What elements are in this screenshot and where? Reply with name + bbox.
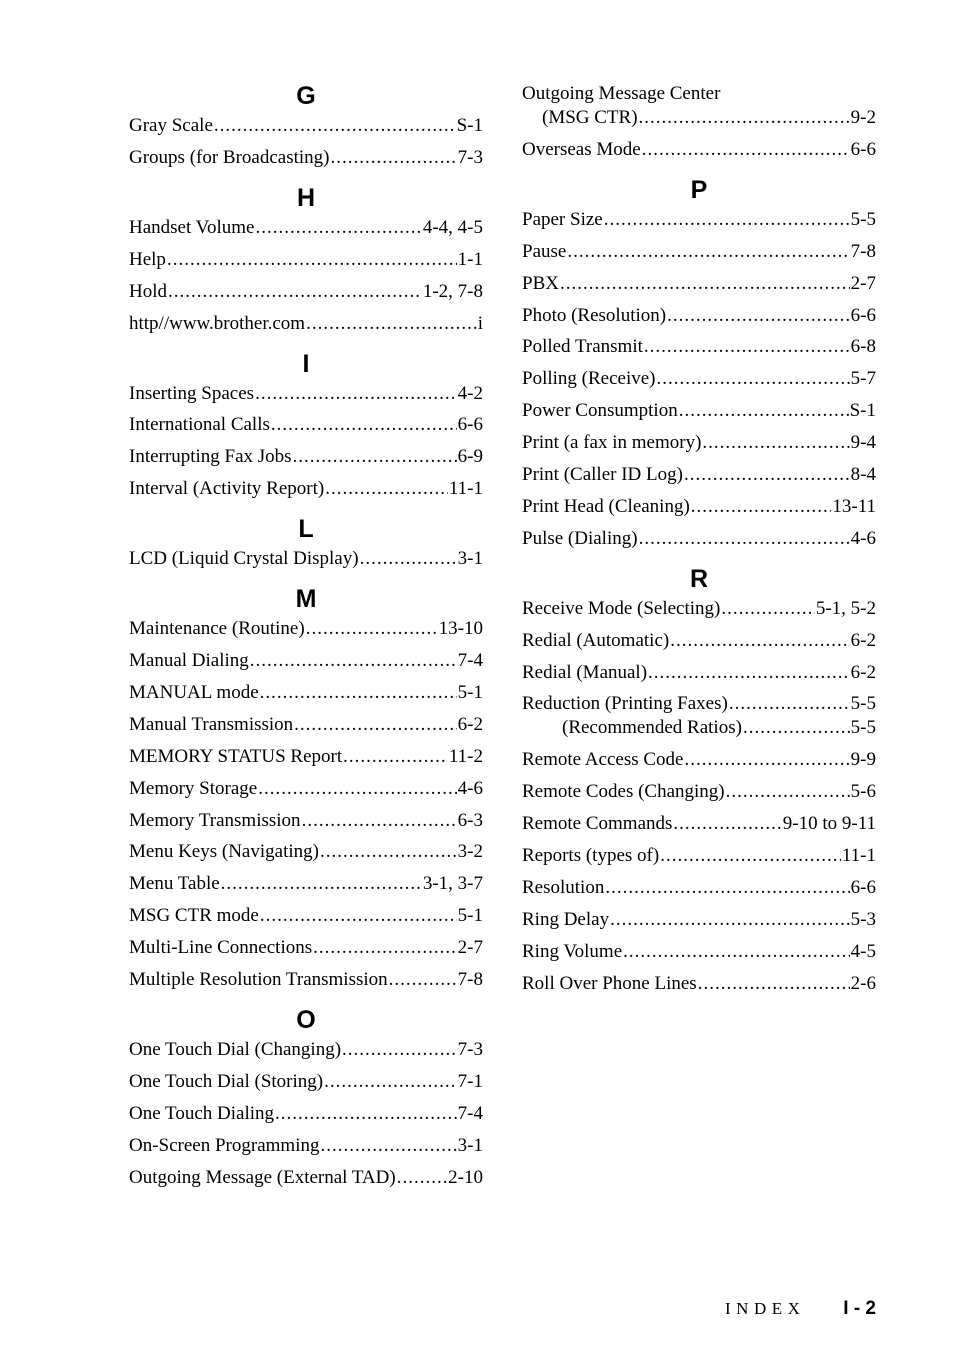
page-reference: 5-1: [457, 682, 483, 704]
index-term: MANUAL mode: [129, 682, 259, 704]
index-entry-line: [129, 1134, 483, 1158]
page-footer: [725, 1298, 876, 1322]
index-term: Remote Commands: [522, 813, 673, 835]
index-term: Reports (types of): [522, 845, 660, 867]
page-reference: 5-5: [850, 717, 876, 739]
index-term: Ring Volume: [522, 940, 623, 962]
index-section: [129, 511, 483, 571]
index-entry: [522, 495, 876, 519]
index-entry: [129, 872, 483, 896]
index-entry-line: [129, 1070, 483, 1094]
index-entry-line: [522, 106, 876, 130]
dot-leader: [639, 106, 850, 130]
index-entry-line: [522, 240, 876, 264]
page-reference: 5-7: [850, 368, 876, 390]
index-term: Gray Scale: [129, 115, 213, 136]
index-section: [522, 561, 876, 996]
page-reference: 3-1: [457, 548, 483, 570]
index-entry: [522, 597, 876, 621]
dot-leader: [258, 777, 456, 801]
index-entry: [129, 809, 483, 833]
index-section: [129, 180, 483, 336]
dot-leader: [691, 495, 832, 519]
dot-leader: [698, 972, 850, 996]
index-entry-line: [522, 304, 876, 328]
dot-leader: [389, 968, 457, 992]
index-entry-line: [129, 312, 483, 336]
index-term: Help: [129, 248, 166, 270]
index-entry: [129, 1134, 483, 1158]
index-entry: [522, 780, 876, 804]
index-section: [129, 346, 483, 502]
index-term: One Touch Dial (Storing): [129, 1070, 324, 1092]
dot-leader: [331, 146, 457, 170]
index-entry: [522, 82, 876, 130]
page-reference: 2-7: [457, 937, 483, 959]
index-term: MEMORY STATUS Report: [129, 745, 343, 767]
index-term: Menu Table: [129, 873, 220, 895]
page-reference: 3-2: [457, 841, 483, 863]
index-entry-line: [129, 649, 483, 673]
dot-leader: [567, 240, 849, 264]
dot-leader: [250, 649, 457, 673]
page-reference: 7-4: [457, 650, 483, 672]
page-reference: 6-9: [457, 446, 483, 468]
dot-leader: [306, 617, 438, 641]
index-entry: [522, 335, 876, 359]
footer-section-label: INDEX: [725, 1299, 806, 1318]
section-letter-heading: I: [302, 349, 310, 378]
index-entry-line: [522, 335, 876, 359]
index-entry-line: [129, 1166, 483, 1190]
index-entry-line: [522, 629, 876, 653]
index-entry-line: [522, 748, 876, 772]
index-entry-line: [129, 936, 483, 960]
page-reference: S-1: [456, 115, 483, 136]
page-reference: 5-5: [850, 208, 876, 230]
dot-leader: [320, 840, 457, 864]
index-term: Outgoing Message Center: [522, 83, 721, 104]
dot-leader: [294, 713, 457, 737]
index-entry: [522, 972, 876, 996]
index-term: Inserting Spaces: [129, 382, 255, 404]
index-entry-line: [522, 597, 876, 621]
index-entry-line: [522, 940, 876, 964]
index-section-continued: [522, 82, 876, 162]
dot-leader: [623, 940, 850, 964]
dot-leader: [673, 812, 781, 836]
index-term: International Calls: [129, 414, 270, 436]
index-entry-line: [522, 208, 876, 232]
index-entry: [522, 844, 876, 868]
index-term: Reduction (Printing Faxes): [522, 693, 728, 715]
page-reference: 6-6: [850, 876, 876, 898]
page-reference: 6-6: [850, 304, 876, 326]
page-reference: 5-5: [850, 693, 876, 715]
index-entry: [129, 413, 483, 437]
index-entry-line: [129, 840, 483, 864]
index-entry-line: [129, 547, 483, 571]
index-term: Interval (Activity Report): [129, 478, 325, 500]
index-term: Redial (Manual): [522, 661, 648, 683]
index-entry: [129, 445, 483, 469]
index-entry: [129, 968, 483, 992]
index-term: Pulse (Dialing): [522, 527, 638, 549]
index-term: On-Screen Programming: [129, 1134, 320, 1156]
index-term: Manual Dialing: [129, 650, 249, 672]
dot-leader: [729, 692, 850, 716]
section-letter-heading: G: [296, 82, 316, 110]
index-term: Polled Transmit: [522, 336, 643, 358]
page-reference: 3-1: [457, 1134, 483, 1156]
index-entry-line: [522, 780, 876, 804]
dot-leader: [360, 547, 457, 571]
page-reference: 6-8: [850, 336, 876, 358]
index-entry-line: [522, 812, 876, 836]
dot-leader: [342, 1038, 457, 1062]
index-entry: [129, 936, 483, 960]
index-term: Manual Transmission: [129, 713, 294, 735]
dot-leader: [684, 463, 850, 487]
index-entry: [522, 908, 876, 932]
index-term: Multi-Line Connections: [129, 937, 313, 959]
index-entry-line: [522, 844, 876, 868]
dot-leader: [221, 872, 422, 896]
index-entry: [522, 304, 876, 328]
page-reference: 1-2, 7-8: [422, 280, 483, 302]
dot-leader: [560, 272, 850, 296]
index-entry-line: [522, 908, 876, 932]
dot-leader: [721, 597, 814, 621]
index-entry-line: [129, 809, 483, 833]
dot-leader: [610, 908, 850, 932]
index-entry: [522, 812, 876, 836]
index-entry: [522, 431, 876, 455]
page-reference: 6-6: [850, 138, 876, 160]
page-reference: 8-4: [850, 464, 876, 486]
index-entry-line: [522, 692, 876, 716]
section-letter-heading: R: [689, 564, 709, 593]
index-entry: [129, 114, 483, 138]
index-term: Photo (Resolution): [522, 304, 667, 326]
index-entry-line: [129, 968, 483, 992]
index-term: Overseas Mode: [522, 138, 641, 160]
index-entry-line: [522, 138, 876, 162]
index-term: Print Head (Cleaning): [522, 495, 690, 517]
index-entry: [522, 208, 876, 232]
index-entry: [522, 272, 876, 296]
index-entry: [522, 463, 876, 487]
page-reference: 2-6: [850, 972, 876, 994]
section-letter-heading: P: [690, 175, 708, 204]
dot-leader: [648, 661, 850, 685]
dot-leader: [275, 1102, 457, 1126]
dot-leader: [604, 208, 850, 232]
index-entry: [129, 312, 483, 336]
page-reference: S-1: [849, 400, 876, 422]
index-entry: [129, 248, 483, 272]
index-entry-line: [522, 972, 876, 996]
section-letter-heading: H: [296, 183, 316, 212]
footer-page-number: I - 2: [843, 1298, 876, 1319]
index-term: Resolution: [522, 876, 605, 898]
index-entry: [129, 904, 483, 928]
dot-leader: [644, 335, 850, 359]
dot-leader: [324, 1070, 457, 1094]
dot-leader: [743, 716, 850, 740]
dot-leader: [667, 304, 850, 328]
page-reference: 11-1: [448, 478, 483, 500]
index-entry: [522, 661, 876, 685]
index-term: Polling (Receive): [522, 368, 656, 390]
index-entry: [522, 367, 876, 391]
index-entry-line: [129, 248, 483, 272]
index-entry: [522, 399, 876, 423]
dot-leader: [642, 138, 850, 162]
index-entry: [129, 1102, 483, 1126]
index-entry: [522, 876, 876, 900]
index-entry: [522, 138, 876, 162]
index-entry-line: [522, 876, 876, 900]
index-entry: [129, 649, 483, 673]
page-reference: 5-6: [850, 781, 876, 803]
dot-leader: [293, 445, 457, 469]
section-letter-heading: O: [296, 1006, 316, 1035]
index-term: Ring Delay: [522, 908, 610, 930]
page-reference: 6-2: [850, 629, 876, 651]
dot-leader: [397, 1166, 447, 1190]
index-entry-line: [129, 445, 483, 469]
page-reference: 4-6: [850, 527, 876, 549]
index-entry: [129, 382, 483, 406]
index-entry: [129, 146, 483, 170]
index-term: Handset Volume: [129, 216, 255, 238]
index-term: Receive Mode (Selecting): [522, 597, 721, 619]
dot-leader: [679, 399, 849, 423]
page-reference: 5-1: [457, 905, 483, 927]
index-entry-line: [129, 777, 483, 801]
page-reference: 7-3: [457, 146, 483, 168]
index-entry: [129, 1070, 483, 1094]
index-term: Maintenance (Routine): [129, 618, 305, 640]
dot-leader: [660, 844, 841, 868]
index-entry: [129, 840, 483, 864]
index-entry-line: [129, 1038, 483, 1062]
page-reference: 7-4: [457, 1102, 483, 1124]
index-entry: [129, 777, 483, 801]
index-term: Remote Codes (Changing): [522, 781, 725, 803]
index-column-right: [522, 82, 876, 1003]
index-term: Hold: [129, 280, 167, 302]
dot-leader: [302, 809, 457, 833]
index-term: Memory Storage: [129, 777, 258, 799]
page-reference: 9-4: [850, 432, 876, 454]
page-reference: 6-6: [457, 414, 483, 436]
index-entry-line: [129, 114, 483, 138]
page-reference: 11-2: [448, 745, 483, 767]
index-entry-line: [522, 463, 876, 487]
index-term: Paper Size: [522, 208, 603, 230]
index-term: One Touch Dial (Changing): [129, 1039, 342, 1061]
dot-leader: [657, 367, 850, 391]
index-term: Power Consumption: [522, 400, 678, 422]
dot-leader: [605, 876, 849, 900]
index-entry-line: [522, 399, 876, 423]
index-term: Print (Caller ID Log): [522, 464, 683, 486]
index-term: Roll Over Phone Lines: [522, 972, 697, 994]
index-term: One Touch Dialing: [129, 1102, 275, 1124]
dot-leader: [702, 431, 849, 455]
index-term: Multiple Resolution Transmission: [129, 969, 388, 991]
index-section: [522, 172, 876, 551]
page-reference: 9-10 to 9-11: [782, 813, 876, 835]
page-reference: 4-2: [457, 382, 483, 404]
dot-leader: [726, 780, 850, 804]
index-column-left: [129, 78, 483, 1197]
page-reference: 4-5: [850, 940, 876, 962]
page-reference: 9-2: [850, 107, 876, 128]
index-entry: [522, 940, 876, 964]
page-reference: 11-1: [841, 845, 876, 867]
page-reference: i: [477, 312, 483, 334]
page-reference: 5-3: [850, 908, 876, 930]
index-entry-line: [129, 872, 483, 896]
page-reference: 2-10: [448, 1166, 483, 1188]
index-entry: [522, 748, 876, 772]
index-entry-line: [522, 431, 876, 455]
index-entry-line: [129, 216, 483, 240]
page-reference: 2-7: [850, 272, 876, 294]
section-letter-heading: L: [298, 515, 314, 544]
index-entry-line: [522, 661, 876, 685]
dot-leader: [639, 527, 850, 551]
index-entry: [522, 629, 876, 653]
index-entry-line: [129, 617, 483, 641]
page-reference: 7-8: [457, 969, 483, 991]
index-section: [129, 1002, 483, 1190]
dot-leader: [684, 748, 849, 772]
index-entry: [129, 681, 483, 705]
index-entry-line: [129, 713, 483, 737]
page-reference: 9-9: [850, 749, 876, 771]
dot-leader: [343, 745, 448, 769]
page-reference: 4-4, 4-5: [422, 216, 483, 238]
page-reference: 4-6: [457, 777, 483, 799]
index-entry-line: [129, 904, 483, 928]
index-term: Redial (Automatic): [522, 629, 670, 651]
index-term: (Recommended Ratios): [562, 717, 742, 739]
dot-leader: [271, 413, 457, 437]
index-entry: [522, 527, 876, 551]
index-entry-line: [522, 716, 876, 740]
section-letter-heading: M: [295, 585, 317, 614]
page-reference: 13-10: [438, 618, 483, 640]
index-section: [129, 581, 483, 992]
index-entry: [129, 216, 483, 240]
index-entry: [129, 280, 483, 304]
index-entry: [522, 240, 876, 264]
index-entry: [129, 617, 483, 641]
page-reference: 13-11: [832, 495, 876, 517]
index-term: Interrupting Fax Jobs: [129, 446, 292, 468]
index-entry-line: [129, 745, 483, 769]
index-entry: [129, 1166, 483, 1190]
index-term: Menu Keys (Navigating): [129, 841, 319, 863]
index-entry-line: [129, 382, 483, 406]
index-term: PBX: [522, 272, 559, 294]
dot-leader: [670, 629, 849, 653]
index-term: Memory Transmission: [129, 809, 301, 831]
index-entry-line: [522, 495, 876, 519]
page-reference: 5-1, 5-2: [815, 597, 876, 619]
page-reference: 7-8: [850, 240, 876, 262]
dot-leader: [255, 216, 421, 240]
dot-leader: [313, 936, 457, 960]
index-entry-line: [129, 413, 483, 437]
index-entry: [129, 477, 483, 501]
index-term: Pause: [522, 240, 567, 262]
index-entry-line: [129, 681, 483, 705]
index-entry: [129, 745, 483, 769]
page-reference: 3-1, 3-7: [422, 873, 483, 895]
index-term: (MSG CTR): [542, 107, 638, 128]
dot-leader: [260, 681, 457, 705]
index-term: http//www.brother.com: [129, 312, 306, 334]
page-reference: 7-3: [457, 1039, 483, 1061]
index-entry-line: [129, 1102, 483, 1126]
dot-leader: [306, 312, 477, 336]
index-entry-line: [522, 272, 876, 296]
dot-leader: [167, 248, 457, 272]
page-reference: 7-1: [457, 1070, 483, 1092]
index-term: Groups (for Broadcasting): [129, 146, 330, 168]
index-section: [129, 78, 483, 170]
dot-leader: [255, 382, 457, 406]
index-entry: [129, 1038, 483, 1062]
dot-leader: [325, 477, 448, 501]
index-entry-line: [129, 146, 483, 170]
page-reference: 6-2: [457, 713, 483, 735]
index-entry: [522, 692, 876, 740]
index-entry-line: [129, 280, 483, 304]
index-term: LCD (Liquid Crystal Display): [129, 548, 359, 570]
page-reference: 6-2: [850, 661, 876, 683]
index-term: MSG CTR mode: [129, 905, 259, 927]
index-term: Print (a fax in memory): [522, 432, 702, 454]
index-term: Remote Access Code: [522, 749, 684, 771]
index-term: Outgoing Message (External TAD): [129, 1166, 396, 1188]
index-entry: [129, 713, 483, 737]
page-reference: 1-1: [457, 248, 483, 270]
index-entry-line: [522, 367, 876, 391]
page-reference: 6-3: [457, 809, 483, 831]
dot-leader: [168, 280, 422, 304]
index-entry-line: [522, 527, 876, 551]
index-entry: [129, 547, 483, 571]
index-entry-line: [129, 477, 483, 501]
dot-leader: [214, 114, 456, 138]
dot-leader: [320, 1134, 456, 1158]
dot-leader: [260, 904, 457, 928]
